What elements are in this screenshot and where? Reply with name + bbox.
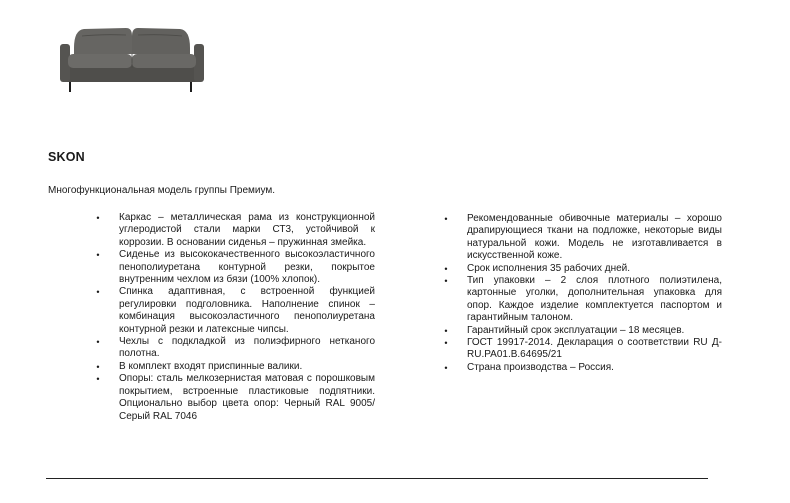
spec-list-item [94,286,375,336]
spec-text: Сиденье из высококачественного высокоэластичного пенополиуретана контурной резки, покрытое внутренним чехлом из бязи (100% хлопок). [119,249,375,286]
spec-list-item [94,373,375,423]
bullet-icon: • [444,338,448,349]
spec-list-item [442,275,722,325]
bullet-icon: • [96,337,100,348]
spec-list-item [442,263,722,275]
spec-list-item [442,325,722,337]
spec-text: Рекомендованные обивочные материалы – хорошо драпирующиеся ткани на подложке, некоторые виды натуральной кожи. Модель не изготавливается в искусственной коже. [467,213,722,262]
sofa-backrest-left [74,28,132,54]
spec-list-item [442,337,722,362]
bullet-icon: • [96,361,100,372]
bullet-icon: • [444,263,448,274]
sofa-seat-left [68,54,132,68]
bullet-icon: • [444,362,448,373]
spec-text: ГОСТ 19917-2014. Декларация о соответствии RU Д-RU.PA01.B.64695/21 [467,337,722,361]
bullet-icon: • [96,374,100,385]
spec-list-left [94,212,375,423]
spec-text: В комплект входят приспинные валики. [119,360,303,372]
spec-text: Чехлы с подкладкой из полиэфирного нетканого полотна. [119,336,375,360]
spec-list-item [94,249,375,286]
bullet-icon: • [96,213,100,223]
product-title: SKON [48,150,85,164]
bullet-icon: • [444,276,448,287]
spec-list-item [442,362,722,374]
spec-text: Тип упаковки – 2 слоя плотного полиэтилена, картонные уголки, дополнительная упаковка для опор. Каждое изделие комплектуется паспортом и гарантийным талоном. [467,275,722,324]
bullet-icon: • [444,214,448,224]
product-subtitle: Многофункциональная модель группы Премиум. [48,185,276,196]
spec-list-right [442,213,722,374]
spec-list-item [94,212,375,249]
spec-list-item [442,213,722,263]
spec-text: Срок исполнения 35 рабочих дней. [467,262,631,274]
spec-text: Гарантийный срок эксплуатации – 18 месяцев. [467,324,685,336]
spec-text: Спинка адаптивная, с встроенной функцией регулировки подголовника. Наполнение спинок – комбинация высокоэластичного пенополиуретана контурной резки и латексные чипсы. [119,286,375,335]
bullet-icon: • [96,287,100,298]
spec-list-item [94,336,375,361]
sofa-backrest-right [132,28,190,54]
spec-text: Опоры: сталь мелкозернистая матовая с порошковым покрытием, встроенные пластиковые подпятники. Опционально выбор цвета опор: Черный RAL 9005/ Серый RAL 7046 [119,373,375,422]
bottom-divider [46,478,708,479]
spec-list-item [94,361,375,373]
bullet-icon: • [96,250,100,261]
sofa-seat-right [132,54,196,68]
spec-text: Страна производства – Россия. [467,361,614,373]
bullet-icon: • [444,325,448,336]
sofa-image [52,14,212,96]
spec-text: Каркас – металлическая рама из конструкционной углеродистой стали марки СТ3, устойчивой к коррозии. В основании сиденья – пружинная змейка. [119,212,375,248]
